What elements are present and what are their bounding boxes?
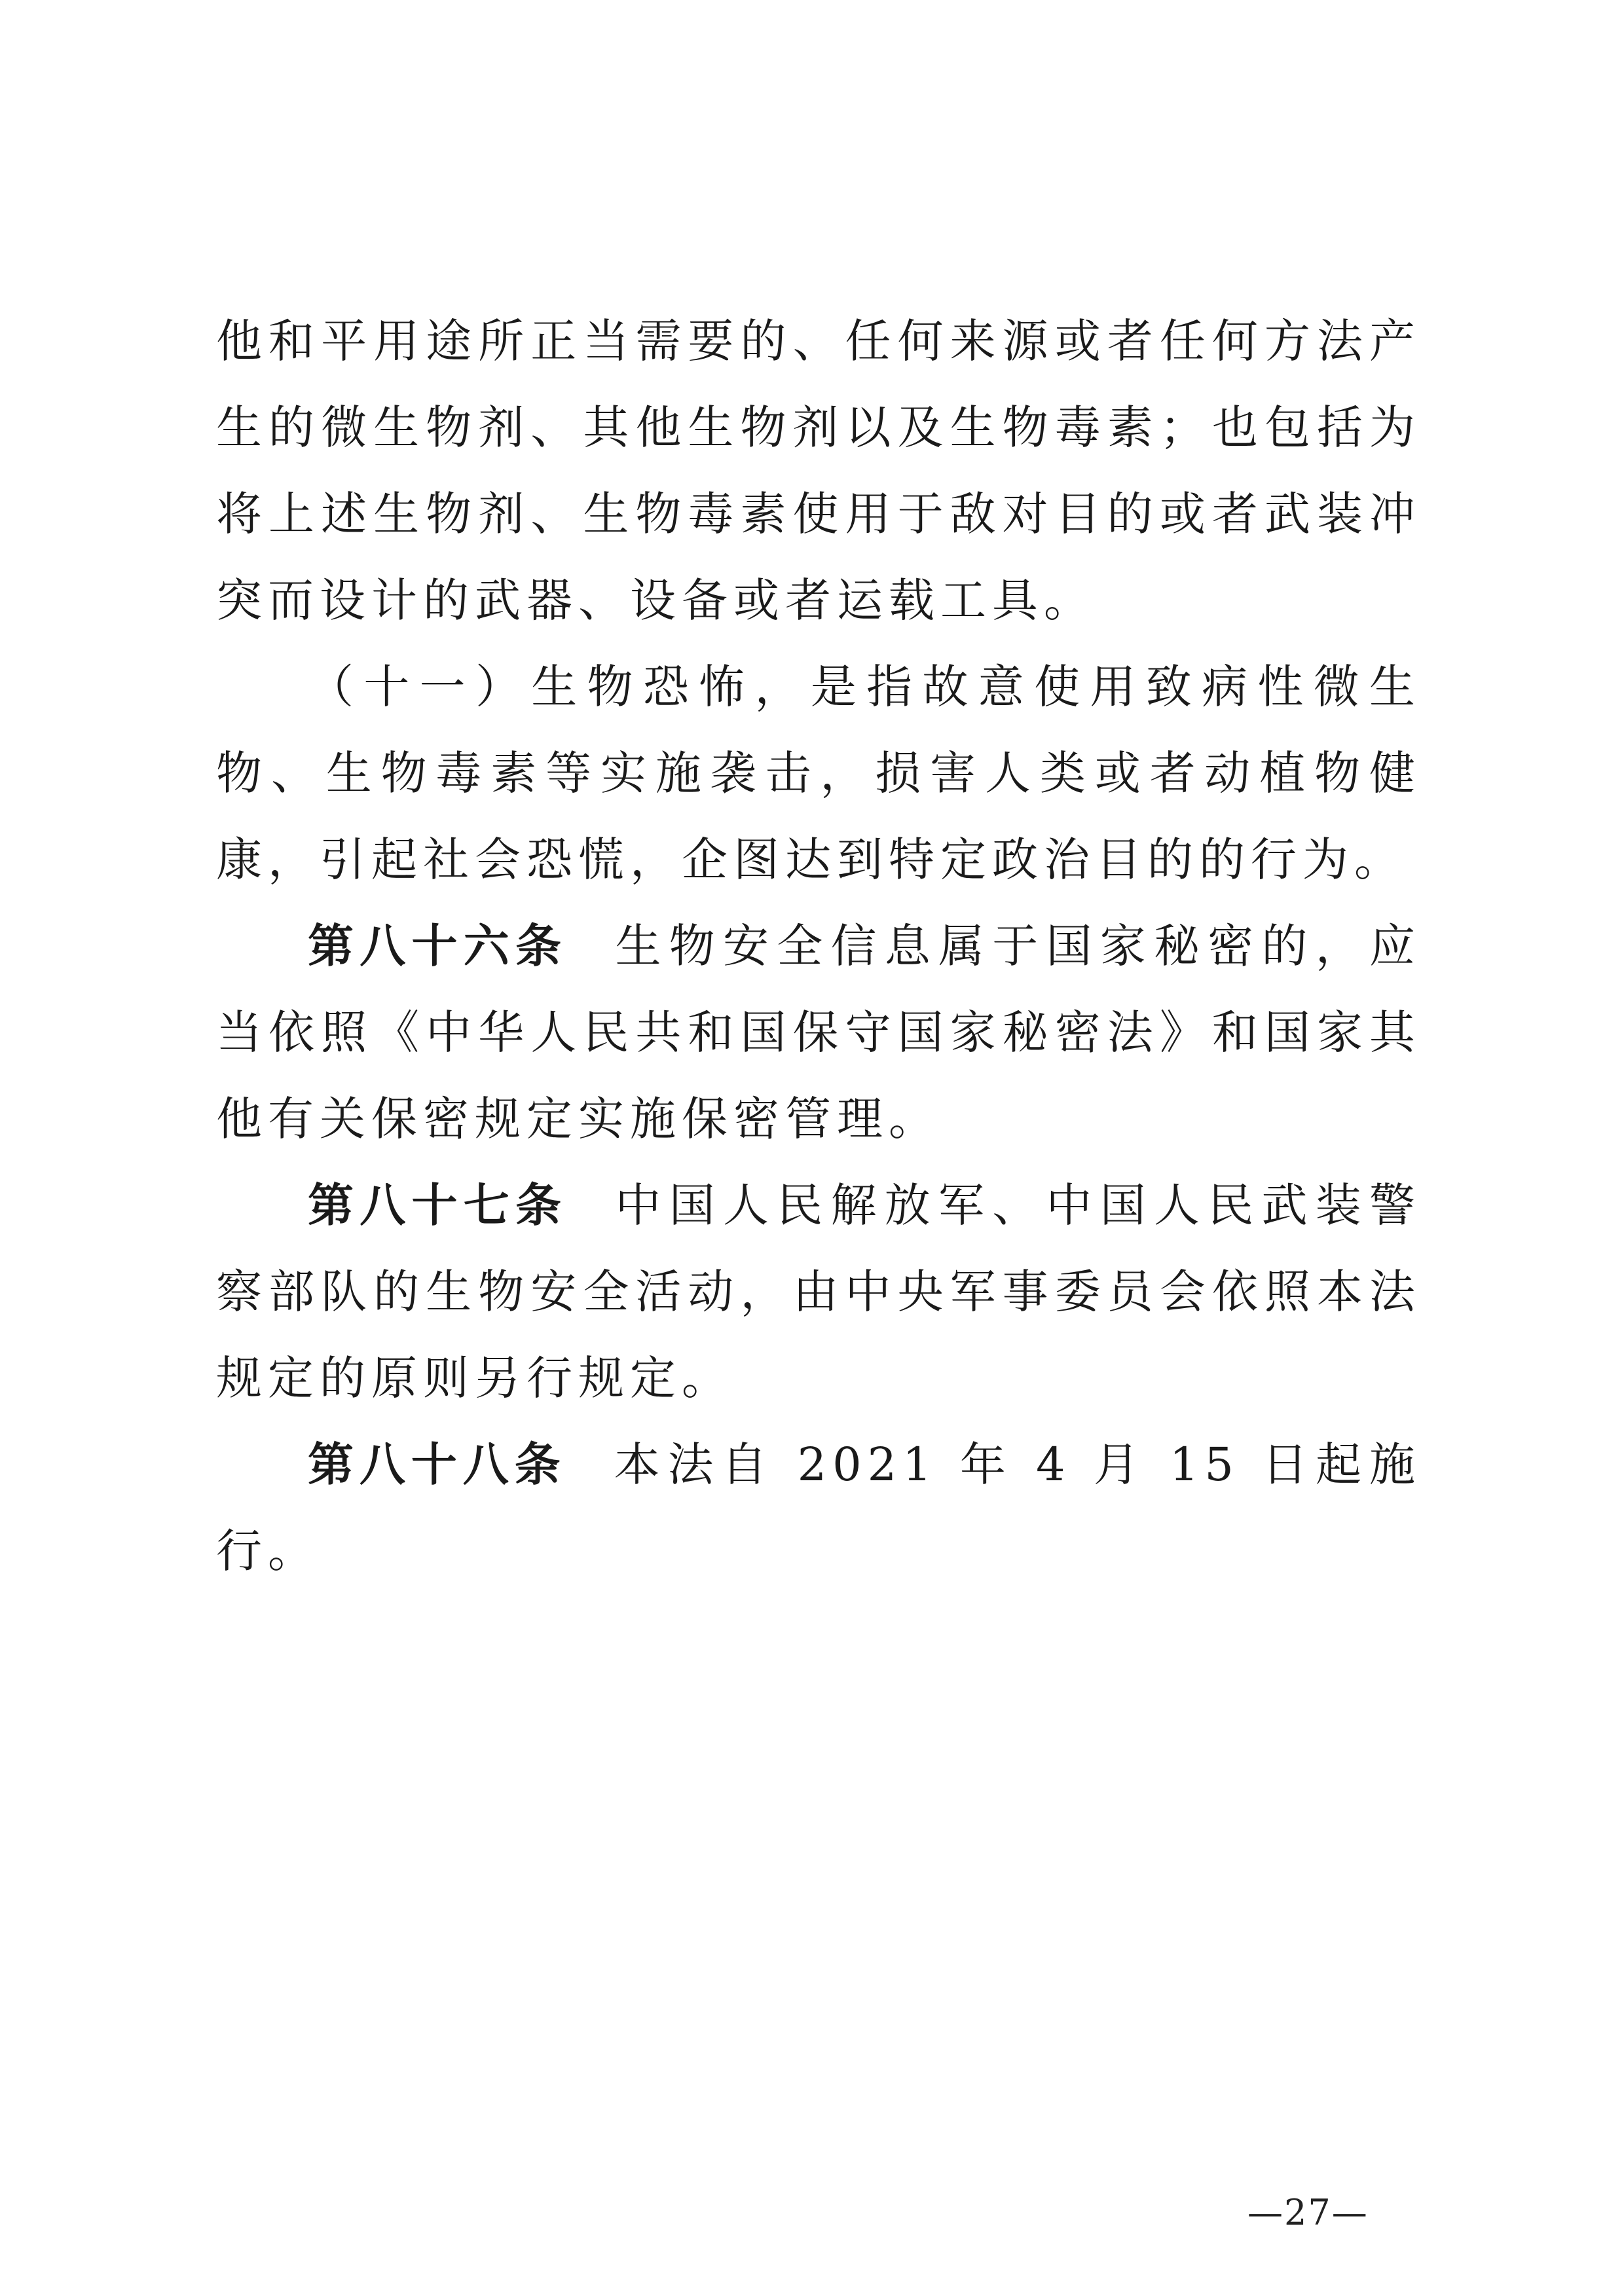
article-86-text: 生物安全信息属于国家秘密的，应当依照《中华人民共和国保守国家秘密法》和国家其他有关保密规定实施保密管理。 — [216, 919, 1421, 1146]
article-86 — [216, 903, 1421, 1162]
page-number: —27— — [1247, 2192, 1369, 2233]
item-eleven-paragraph: （十一）生物恐怖，是指故意使用致病性微生物、生物毒素等实施袭击，损害人类或者动植物健康，引起社会恐慌，企图达到特定政治目的的行为。 — [216, 660, 1421, 886]
article-87-text: 中国人民解放军、中国人民武装警察部队的生物安全活动，由中央军事委员会依照本法规定的原则另行规定。 — [216, 1178, 1421, 1405]
article-88 — [216, 1421, 1421, 1594]
article-86-label: 第八十六条 — [308, 919, 568, 973]
article-87 — [216, 1162, 1421, 1421]
continuation-paragraph: 他和平用途所正当需要的、任何来源或者任何方法产生的微生物剂、其他生物剂以及生物毒素；也包括为将上述生物剂、生物毒素使用于敌对目的或者武装冲突而设计的武器、设备或者运载工具。 — [216, 314, 1421, 627]
article-88-text: 本法自 2021 年 4 月 15 日起施行。 — [216, 1438, 1421, 1578]
article-87-label: 第八十七条 — [308, 1178, 568, 1232]
article-88-label: 第八十八条 — [308, 1438, 566, 1491]
document-body — [216, 298, 1421, 1594]
